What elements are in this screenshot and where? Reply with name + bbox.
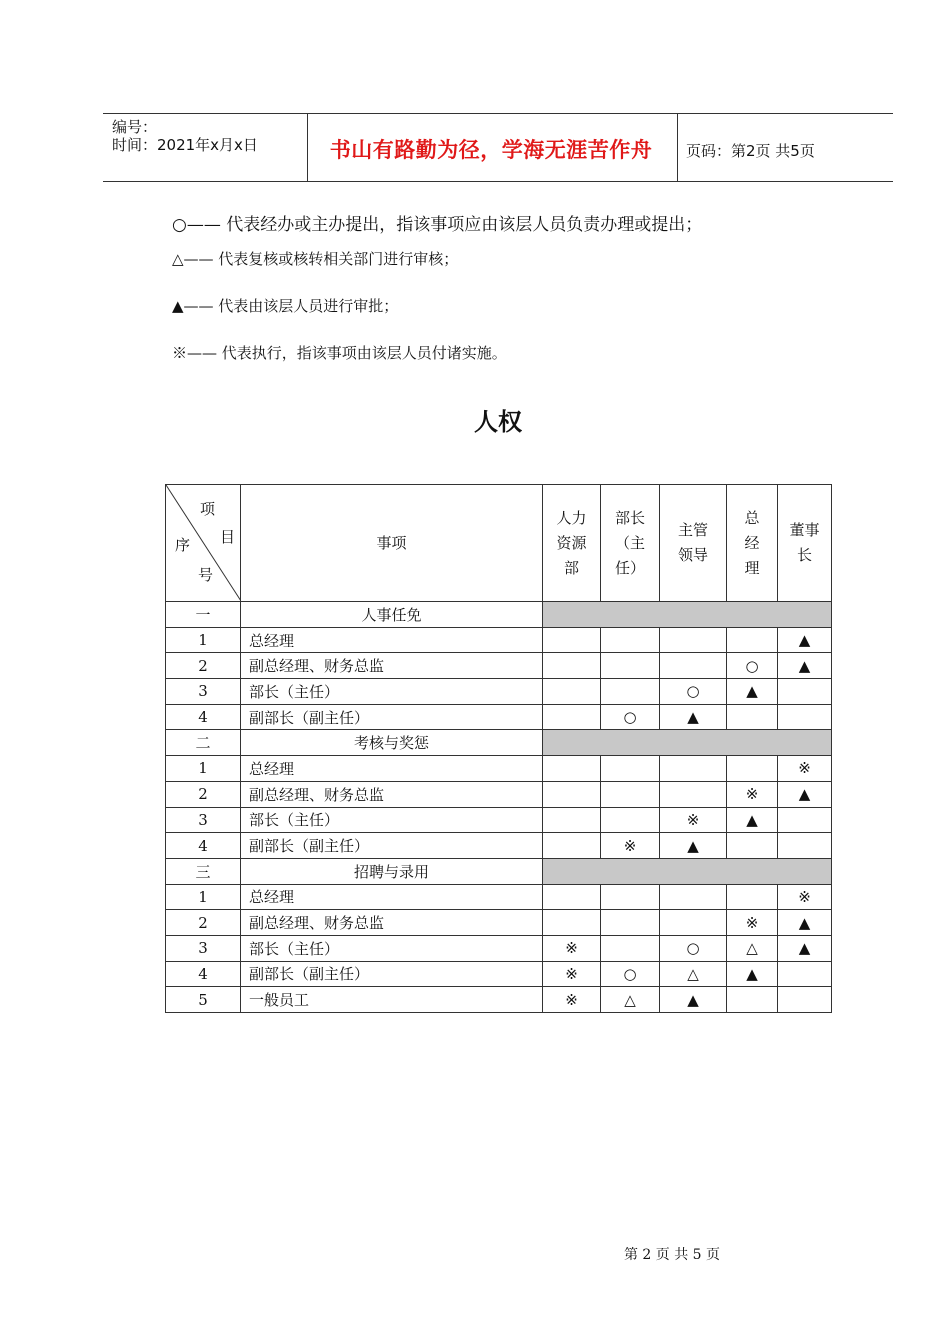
role-header-line: （主	[614, 533, 645, 552]
header-bottom-rule	[103, 181, 893, 182]
header-divider-right	[677, 114, 678, 181]
table-row	[166, 679, 832, 705]
header-role-hr	[543, 485, 601, 602]
table-row	[166, 884, 832, 910]
section-name: 考核与奖惩	[241, 730, 543, 756]
table-row	[166, 627, 832, 653]
authority-mark	[778, 961, 832, 987]
row-number: 1	[166, 884, 241, 910]
role-header-line: 任）	[614, 558, 645, 577]
authority-mark: △	[660, 961, 727, 987]
row-number: 5	[166, 987, 241, 1013]
section-row	[166, 858, 832, 884]
legend-circle: ○—— 代表经办或主办提出，指该事项应由该层人员负责办理或提出；	[172, 215, 703, 235]
role-header-line: 部长	[614, 508, 645, 527]
authority-mark	[660, 653, 727, 679]
authority-mark	[601, 756, 660, 782]
section-shaded-band	[543, 858, 832, 884]
authority-mark	[601, 627, 660, 653]
legend-reference-mark: ※—— 代表执行，指该事项由该层人员付诸实施。	[172, 344, 507, 362]
table-row	[166, 833, 832, 859]
section-number: 二	[166, 730, 241, 756]
role-header-line: 人力	[556, 508, 587, 527]
row-item: 副总经理、财务总监	[241, 910, 543, 936]
authority-mark	[778, 833, 832, 859]
row-item: 副总经理、财务总监	[241, 781, 543, 807]
role-header-line: 理	[744, 558, 760, 577]
authority-mark	[660, 910, 727, 936]
authority-mark	[543, 756, 601, 782]
authority-mark	[543, 833, 601, 859]
authority-mark: △	[727, 935, 778, 961]
authority-mark	[778, 987, 832, 1013]
authority-mark	[727, 627, 778, 653]
role-header-line: 部	[563, 558, 579, 577]
corner-label-mid-left: 序	[175, 536, 191, 554]
corner-label-mid-right: 目	[220, 528, 236, 546]
row-item: 部长（主任）	[241, 679, 543, 705]
row-item: 副部长（副主任）	[241, 833, 543, 859]
authority-mark	[727, 884, 778, 910]
header-role-gm	[727, 485, 778, 602]
authority-mark: ▲	[778, 781, 832, 807]
authority-mark	[543, 679, 601, 705]
authority-mark	[601, 781, 660, 807]
document-time-label: 时间：2021年x月x日	[112, 136, 258, 154]
row-number: 2	[166, 653, 241, 679]
header-role-supervisor	[660, 485, 727, 602]
authority-mark	[601, 884, 660, 910]
page-title: 人权	[474, 408, 522, 436]
authority-mark	[543, 884, 601, 910]
row-item: 总经理	[241, 884, 543, 910]
authority-mark: ※	[543, 987, 601, 1013]
authority-mark: ○	[601, 704, 660, 730]
table-row	[166, 935, 832, 961]
authority-mark	[660, 627, 727, 653]
row-number: 3	[166, 679, 241, 705]
authority-mark: ※	[543, 935, 601, 961]
table-row	[166, 781, 832, 807]
authority-mark	[660, 756, 727, 782]
role-header-line: 董事	[789, 521, 820, 539]
row-number: 4	[166, 833, 241, 859]
role-header-line: 领导	[677, 546, 708, 564]
document-number-label: 编号：	[112, 118, 158, 136]
table-row	[166, 756, 832, 782]
authority-mark	[601, 653, 660, 679]
row-number: 4	[166, 961, 241, 987]
authority-mark: ※	[727, 910, 778, 936]
authority-mark: △	[601, 987, 660, 1013]
header-role-chairman	[778, 485, 832, 602]
section-shaded-band	[543, 602, 832, 628]
legend-triangle-filled: ▲—— 代表由该层人员进行审批；	[172, 297, 399, 315]
authority-mark: ▲	[660, 987, 727, 1013]
authority-mark: ※	[543, 961, 601, 987]
row-number: 1	[166, 756, 241, 782]
header-slogan: 书山有路勤为径，学海无涯苦作舟	[329, 138, 653, 162]
section-row	[166, 730, 832, 756]
authority-mark	[543, 781, 601, 807]
authority-mark	[727, 833, 778, 859]
authority-mark: ※	[778, 884, 832, 910]
authority-mark: ○	[660, 935, 727, 961]
row-number: 3	[166, 807, 241, 833]
table-row	[166, 987, 832, 1013]
role-header-line: 长	[796, 546, 812, 564]
corner-label-bottom: 号	[198, 566, 214, 584]
authority-mark: ▲	[727, 807, 778, 833]
authority-mark: ▲	[727, 679, 778, 705]
row-item: 总经理	[241, 756, 543, 782]
header-role-director	[601, 485, 660, 602]
authority-mark: ※	[601, 833, 660, 859]
table-row	[166, 961, 832, 987]
authority-mark: ▲	[778, 627, 832, 653]
row-item: 总经理	[241, 627, 543, 653]
authority-mark	[543, 653, 601, 679]
authority-mark	[543, 910, 601, 936]
authority-mark: ▲	[727, 961, 778, 987]
authority-mark: ▲	[778, 935, 832, 961]
authority-mark: ▲	[660, 833, 727, 859]
authority-mark: ▲	[778, 910, 832, 936]
authority-mark	[660, 781, 727, 807]
authority-mark: ○	[601, 961, 660, 987]
header-item: 事项	[241, 485, 543, 602]
table-row	[166, 910, 832, 936]
role-header-line: 经	[744, 533, 760, 552]
corner-label-top: 项	[200, 500, 216, 518]
authority-mark	[778, 704, 832, 730]
role-header-line: 主管	[677, 521, 708, 539]
authority-mark	[543, 704, 601, 730]
row-number: 1	[166, 627, 241, 653]
row-item: 副部长（副主任）	[241, 961, 543, 987]
authority-mark: ▲	[778, 653, 832, 679]
section-row	[166, 602, 832, 628]
authority-mark	[778, 807, 832, 833]
row-number: 3	[166, 935, 241, 961]
section-number: 一	[166, 602, 241, 628]
authority-mark	[601, 935, 660, 961]
row-number: 2	[166, 781, 241, 807]
section-name: 人事任免	[241, 602, 543, 628]
section-shaded-band	[543, 730, 832, 756]
section-name: 招聘与录用	[241, 858, 543, 884]
header-top-rule	[103, 113, 893, 114]
authority-mark	[660, 884, 727, 910]
corner-diagonal-cell	[166, 485, 241, 602]
authority-mark	[601, 679, 660, 705]
authority-mark	[543, 627, 601, 653]
authority-mark: ※	[660, 807, 727, 833]
authority-mark: ○	[660, 679, 727, 705]
role-header-line: 总	[744, 508, 760, 527]
authority-mark	[601, 807, 660, 833]
row-item: 部长（主任）	[241, 807, 543, 833]
row-number: 2	[166, 910, 241, 936]
legend-triangle-outline: △—— 代表复核或核转相关部门进行审核；	[172, 250, 459, 268]
authority-mark	[778, 679, 832, 705]
authority-mark: ○	[727, 653, 778, 679]
authority-mark	[601, 910, 660, 936]
section-number: 三	[166, 858, 241, 884]
row-item: 副总经理、财务总监	[241, 653, 543, 679]
authority-mark: ▲	[660, 704, 727, 730]
table-row	[166, 653, 832, 679]
authority-mark: ※	[778, 756, 832, 782]
table-header-row	[166, 485, 832, 602]
authority-mark	[727, 756, 778, 782]
authority-mark	[727, 987, 778, 1013]
authority-mark: ※	[727, 781, 778, 807]
page-footer: 第 2 页 共 5 页	[623, 1247, 721, 1263]
row-number: 4	[166, 704, 241, 730]
authority-mark	[727, 704, 778, 730]
table-row	[166, 807, 832, 833]
table-row	[166, 704, 832, 730]
header-page-label: 页码：第2页 共5页	[686, 142, 815, 160]
authority-table	[165, 484, 832, 1013]
authority-mark	[543, 807, 601, 833]
row-item: 副部长（副主任）	[241, 704, 543, 730]
row-item: 一般员工	[241, 987, 543, 1013]
role-header-line: 资源	[556, 533, 587, 552]
row-item: 部长（主任）	[241, 935, 543, 961]
